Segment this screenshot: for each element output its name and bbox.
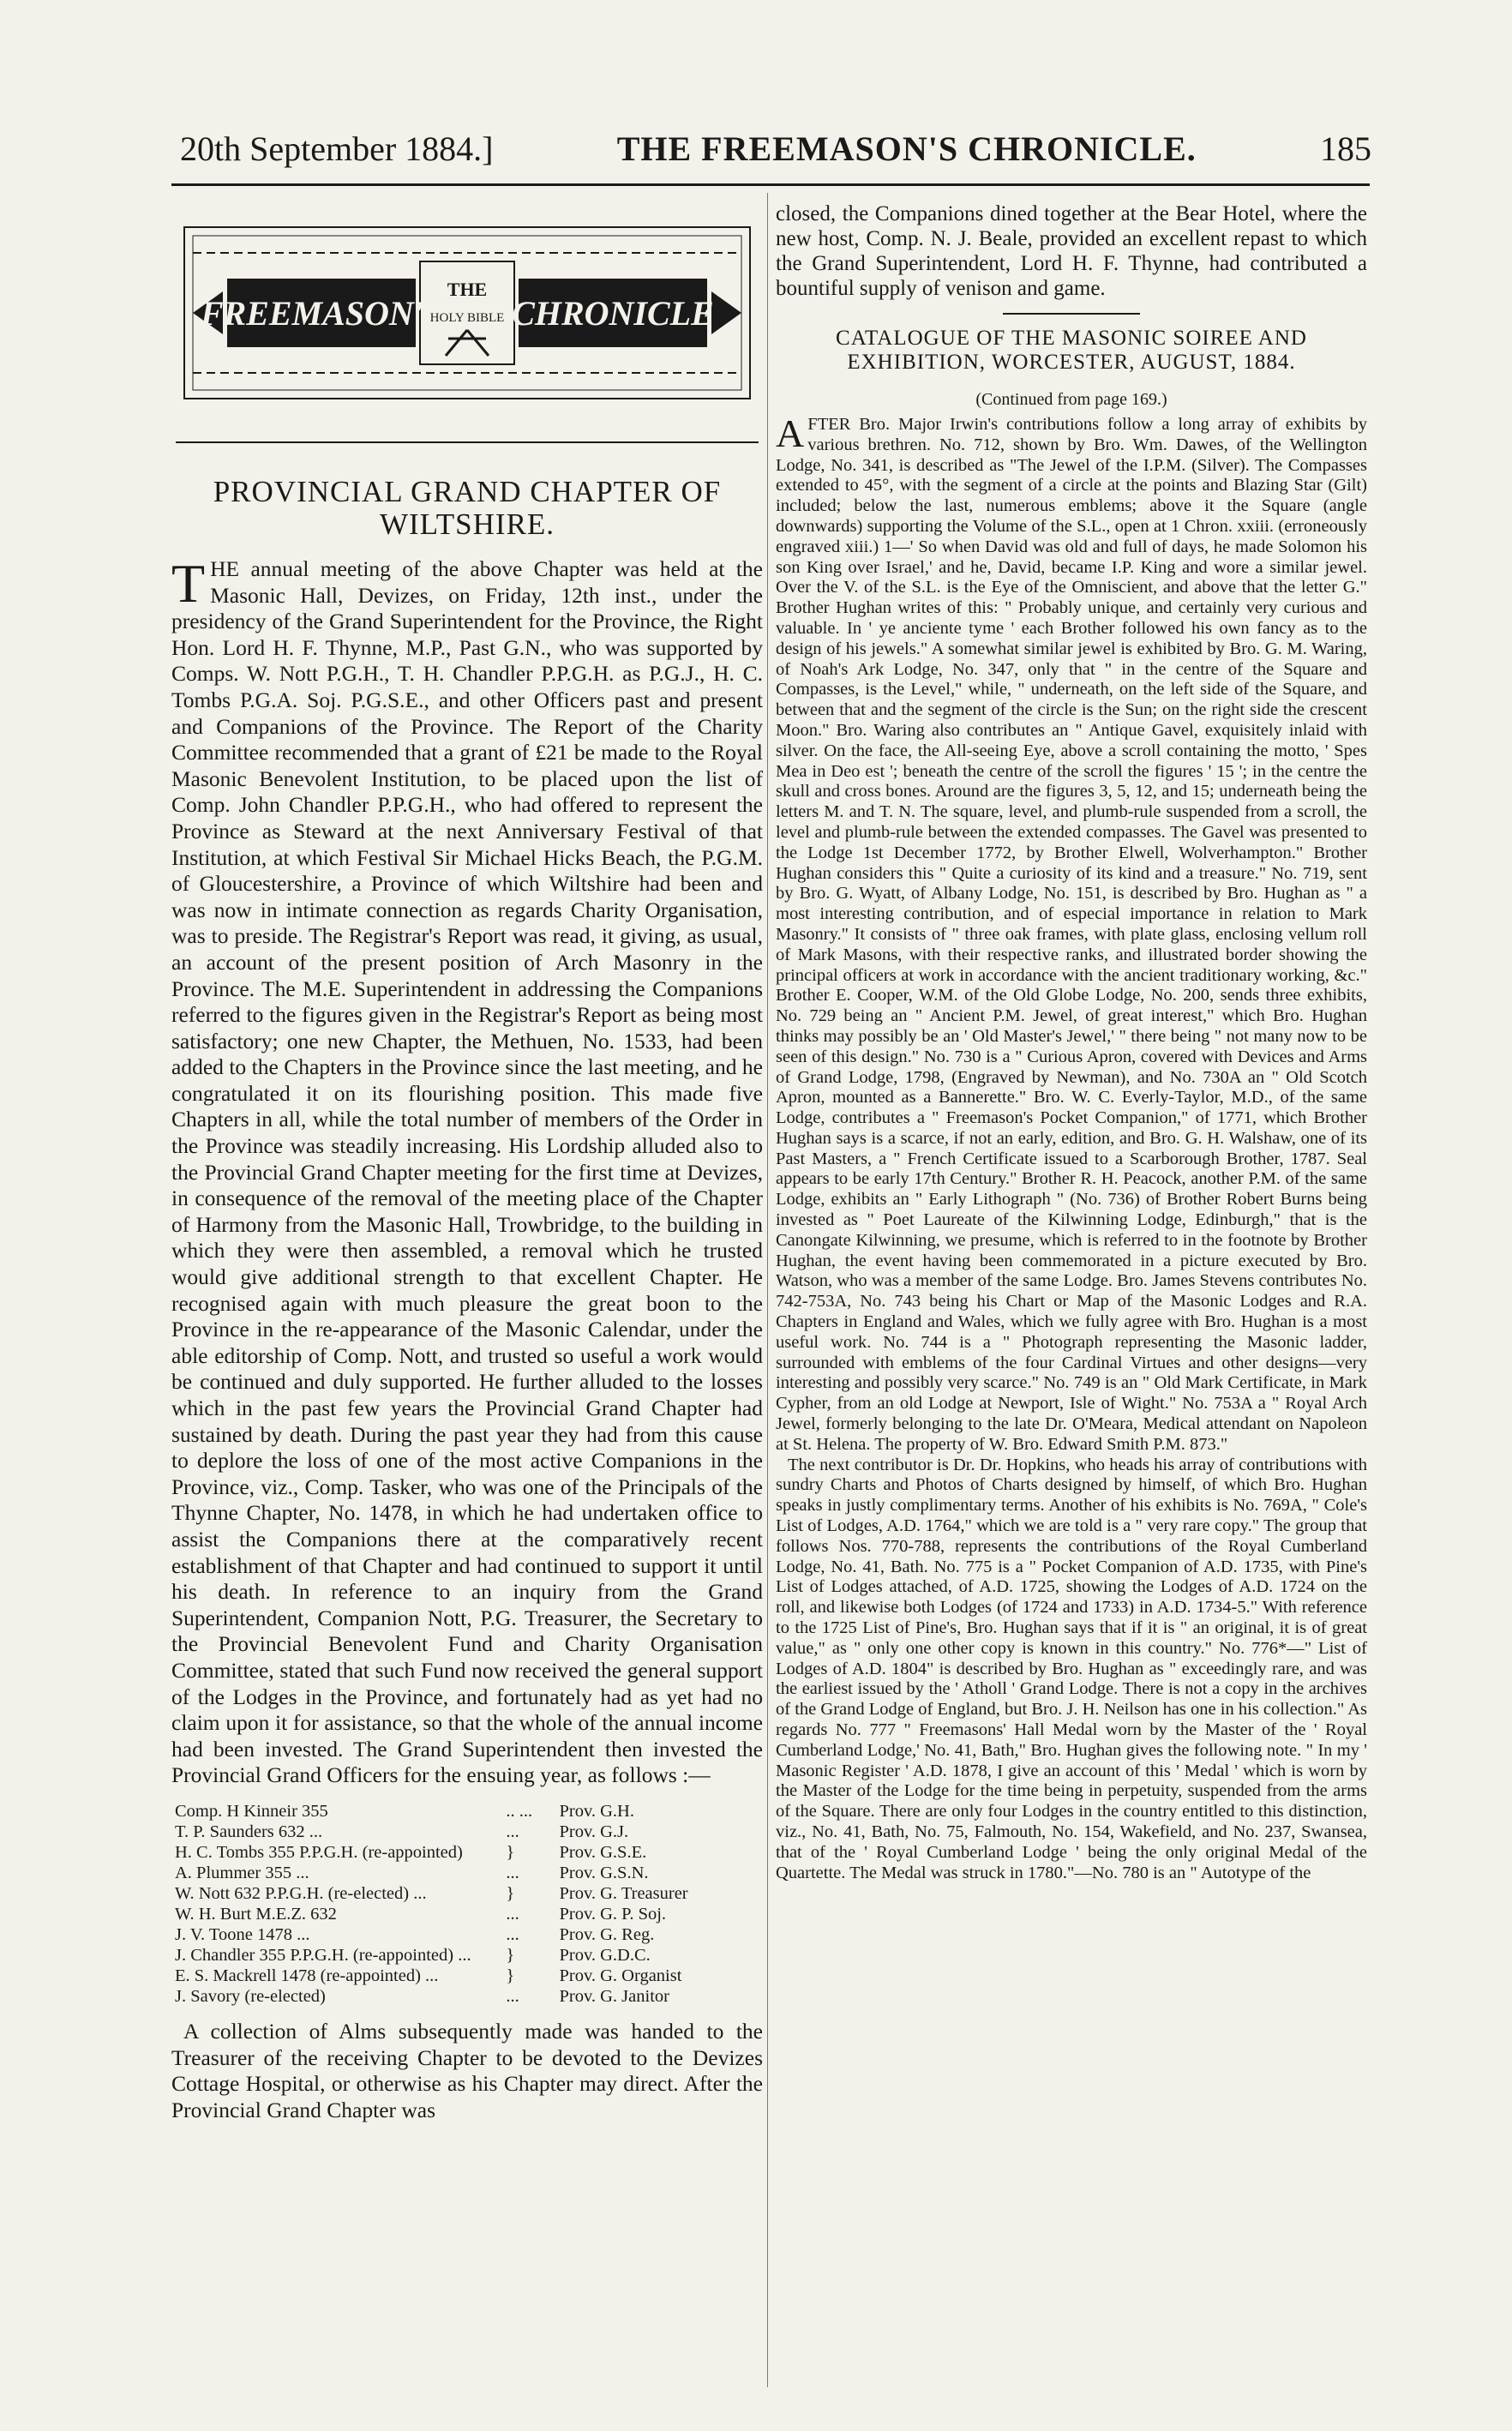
header-page-number: 185 [1319, 129, 1371, 168]
right-paragraph-2: The next contributor is Dr. Dr. Hopkins, who heads his array of contributions with sundry Charts and Photos of Charts designed by himself, of which Bro. Hughan speaks in justly complimentary terms. Another of his exhibits is No. 769A, " Cole's List of Lodges, A.D. 1764," which we are told is a " very rare copy." The group that follows Nos. 770-788, represents the contributions of the Royal Cumberland Lodge, No. 41, Bath. No. 775 is a " Pocket Companion of A.D. 1735, with Pine's List of Lodges attached, of A.D. 1725, showing the Lodges of A.D. 1724 on the roll, and likewise both Lodges (of 1724 and 1733) in A.D. 1734-5." With reference to the 1725 List of Pine's, Bro. Hughan says that if it is " an original, it is of great value," as " only one other copy is known in this country." No. 776*—" List of Lodges of A.D. 1804" is described by Bro. Hughan as " exceedingly rare, and was the earliest issued by the ' Atholl ' Grand Lodge. There is not a copy in the archives of the Grand Lodge of England, but Bro. J. H. Neilson has one in his collection." As regards No. 777 " Freemasons' Hall Medal worn by the Master of the ' Royal Cumberland Lodge,' No. 41, Bath," Bro. Hughan gives the following note. " In my ' Masonic Register ' A.D. 1878, I give an account of this ' Medal ' which is worn by the Master of the Lodge for the time being in perpetuity, suspended from the arms of the Square. There are only four Lodges in the country entitled to this distinction, viz., No. 41, Bath, No. 75, Falmouth, No. 154, Wakefield, and No. 237, Swansea, that of the ' Royal Cumberland Lodge ' being the only original Medal of the Quartette. The Medal was struck in 1780."—No. 780 is an " Autotype of the [776, 1455, 1367, 1882]
officer-leader: ... [506, 1904, 519, 1924]
officer-name: J. V. Toone 1478 ... [175, 1924, 310, 1944]
right-title-line2: EXHIBITION, WORCESTER, AUGUST, 1884. [847, 351, 1296, 374]
masthead-emblem [176, 210, 759, 433]
left-title-line2: WILTSHIRE. [379, 507, 555, 541]
right-column [776, 201, 1367, 1883]
officer-row [171, 1863, 763, 1883]
officer-leader: } [506, 1945, 515, 1965]
officer-row [171, 1945, 763, 1966]
officer-name: J. Savory (re-elected) [175, 1986, 326, 2006]
left-dropcap: T [171, 553, 206, 614]
officer-row [171, 1883, 763, 1904]
officer-office: Prov. G.D.C. [559, 1945, 651, 1965]
right-para1-text: FTER Bro. Major Irwin's contributions follow a long array of exhibits by various brethren. No. 712, shown by Bro. Wm. Dawes, of the Wellington Lodge, No. 341, is described as "The Jewel of the I.P.M. (Silver). The Compasses extended to 45°, with the segment of a circle at the points and Blazing Star (Gilt) included; below the last, numerous emblems; above it the Square (angle downwards) supporting the Volume of the S.L., open at 1 Chron. xxiii. (erroneously engraved xiii.) 1—' So when David was old and full of days, he made Solomon his son King over Israel,' and he, David, became I.P. King and wore a similar jewel. Over the V. of the S.L. is the Eye of the Omniscient, and above that the letter G." Brother Hughan writes of this: " Probably unique, and certainly very curious and valuable. In ' ye anciente tyme ' each Brother followed his own fancy as to the design of his jewels." A somewhat similar jewel is exhibited by Bro. G. M. Waring, of Noah's Ark Lodge, No. 347, only that " in the centre of the Square and Compasses, is the Level," while, " underneath, on the left side of the Square, and between that and the segment of the circle is the Sun; on the right side the crescent Moon." Bro. Waring also contributes an " Antique Gavel, exquisitely inlaid with silver. On the face, the All-seeing Eye, above a scroll containing the motto, ' Spes Mea in Deo est '; beneath the centre of the scroll the figures ' 15 '; in the centre the skull and cross bones. Around are the figures 3, 5, 12, and 15; underneath being the letters M. and T. N. The square, level, and plumb-rule suspended from a scroll, the level and plumb-rule between the extended compasses. The Gavel was presented to the Lodge 1st December 1772, by Brother Elwell, Wolverhampton." Brother Hughan considers this " Quite a curiosity of its kind and a treasure." No. 719, sent by Bro. G. Wyatt, of Albany Lodge, No. 151, is described by Bro. Hughan as " a most interesting contribution, and of especial importance in relation to Mark Masonry." It consists of " three oak frames, with plate glass, enclosing vellum roll of Mark Masons, with their respective ranks, and illustrated border showing the principal officers at work in accordance with the ancient traditionary working, &c." Brother E. Cooper, W.M. of the Old Globe Lodge, No. 200, sends three exhibits, No. 729 being an " Ancient P.M. Jewel, of great interest," which Bro. Hughan thinks may possibly be an ' Old Master's Jewel,' " there being " not many now to be seen of this design." No. 730 is a " Curious Apron, covered with Devices and Arms of Grand Lodge, 1798, (Engraved by Newman), and No. 730A an " Old Scotch Apron, mounted as a Bannerette." Bro. W. C. Everly-Taylor, M.D., of the same Lodge, contributes a " Freemason's Pocket Companion," of 1771, which Brother Hughan says is a scarce, if not an early, edition, and Bro. G. H. Walshaw, one of its Past Masters, a " French Certificate issued to a Scarborough Brother, 1787. Seal appears to be early 17th Century." Brother R. H. Peacock, another P.M. of the same Lodge, exhibits an " Early Lithograph " (No. 736) of Brother Robert Burns being invested as " Poet Laureate of the Kilwinning Lodge, Edinburgh," that is the Canongate Kilwinning, we presume, which is referred to in the footnote by Brother Hughan, the event having been commemorated in a picture executed by Bro. Watson, who was a member of the same Lodge. Bro. James Stevens contributes No. 742-753A, No. 743 being his Chart or Map of the Masonic Lodges and R.A. Chapters in England and Wales, which we fully agree with Bro. Hughan is a most useful work. No. 744 is a " Photograph representing the Masonic ladder, surrounded with emblems of the four Cardinal Virtues and other designs—very interesting and possibly very scarce." No. 749 is an " Old Mark Certificate, in Mark Cypher, from an old Lodge at Newport, Isle of Wight." No. 753A a " Royal Arch Jewel, formerly belonging to the late Dr. O'Meara, Medical attendant on Napoleon at St. Helena. The property of W. Bro. Edward Smith P.M. 873." [776, 415, 1367, 1454]
officer-row [171, 1801, 763, 1822]
officer-name: T. P. Saunders 632 ... [175, 1822, 323, 1841]
officer-name: W. Nott 632 P.P.G.H. (re-elected) ... [175, 1883, 427, 1903]
officer-row [171, 1966, 763, 1986]
officer-name: Comp. H Kinneir 355 [175, 1801, 328, 1821]
header-date: 20th September 1884.] [180, 129, 494, 168]
officers-table [171, 1801, 763, 2007]
masthead-banner-graphic [176, 210, 759, 433]
right-paragraph-1 [776, 411, 1367, 1456]
officer-leader: } [506, 1966, 515, 1985]
left-column [171, 467, 763, 2123]
right-article-title [776, 327, 1367, 375]
page-header [180, 129, 1371, 180]
masthead-rule [176, 441, 759, 443]
officer-leader: .. ... [506, 1801, 533, 1821]
officer-office: Prov. G.J. [559, 1822, 629, 1841]
masthead-right-text: CHRONICLE [512, 294, 714, 333]
officer-name: W. H. Burt M.E.Z. 632 [175, 1904, 337, 1924]
officer-name: H. C. Tombs 355 P.P.G.H. (re-appointed) [175, 1842, 463, 1862]
header-title: THE FREEMASON'S CHRONICLE. [616, 129, 1197, 168]
left-paragraph-1 [171, 553, 763, 1789]
officer-row [171, 1904, 763, 1924]
officer-office: Prov. G. Reg. [559, 1924, 655, 1944]
officer-name: A. Plummer 355 ... [175, 1863, 309, 1882]
section-divider [1003, 313, 1140, 315]
officer-office: Prov. G.H. [559, 1801, 634, 1821]
officer-office: Prov. G. Janitor [559, 1986, 669, 2006]
officer-leader: } [506, 1883, 515, 1903]
masthead-middle-top: THE [447, 279, 488, 300]
officer-office: Prov. G.S.E. [559, 1842, 647, 1862]
officer-office: Prov. G. Organist [559, 1966, 682, 1985]
officer-leader: } [506, 1842, 515, 1862]
officer-leader: ... [506, 1986, 519, 2006]
masthead-middle-bottom: HOLY BIBLE [429, 311, 505, 325]
right-dropcap: A [776, 411, 805, 455]
officer-leader: ... [506, 1822, 519, 1841]
officer-row [171, 1986, 763, 2007]
officer-leader: ... [506, 1863, 519, 1882]
officer-leader: ... [506, 1924, 519, 1944]
header-rule [171, 183, 1370, 186]
officer-office: Prov. G. Treasurer [559, 1883, 688, 1903]
officer-row [171, 1842, 763, 1863]
masthead-left-text: FREEMASON'S [200, 294, 443, 333]
column-divider [767, 193, 768, 2387]
officer-name: J. Chandler 355 P.P.G.H. (re-appointed) ... [175, 1945, 471, 1965]
officer-name: E. S. Mackrell 1478 (re-appointed) ... [175, 1966, 439, 1985]
officer-row [171, 1924, 763, 1945]
officer-office: Prov. G.S.N. [559, 1863, 649, 1882]
officer-office: Prov. G. P. Soj. [559, 1904, 667, 1924]
left-article-title [171, 476, 763, 541]
left-para1-text: HE annual meeting of the above Chapter was held at the Masonic Hall, Devizes, on Friday, 12th inst., under the presidency of the Grand Superintendent for the Province, the Right Hon. Lord H. F. Thynne, M.P., Past G.N., who was supported by Comps. W. Nott P.G.H., T. H. Chandler P.P.G.H. as P.G.J., H. C. Tombs P.G.A. Soj. P.G.S.E., and other Officers past and present and Companions of the Province. The Report of the Charity Committee recommended that a grant of £21 be made to the Royal Masonic Benevolent Institution, to be placed upon the list of Comp. John Chandler P.P.G.H., who had offered to represent the Province as Steward at the next Anniversary Festival of that Institution, at which Festival Sir Michael Hicks Beach, the P.G.M. of Gloucestershire, a Province of which Wiltshire had been and was now in intimate connection as regards Charity Organisation, was to preside. The Registrar's Report was read, it giving, as usual, an account of the present position of Arch Masonry in the Province. The M.E. Superintendent in addressing the Companions referred to the figures given in the Registrar's Report as being most satisfactory; one new Chapter, the Methuen, No. 1533, had been added to the Chapters in the Province since the last meeting, and he congratulated it on its flourishing position. This made five Chapters in all, while the total number of members of the Order in the Province was steadily increasing. His Lordship alluded also to the Provincial Grand Chapter meeting for the first time at Devizes, in consequence of the removal of the meeting place of the Chapter of Harmony from the Masonic Hall, Trowbridge, to the building in which they were then assembled, a removal which he trusted would give additional strength to that excellent Chapter. He recognised again with much pleasure the great boon to the Province in the re-appearance of the Masonic Calendar, under the able editorship of Comp. Nott, and trusted so useful a work would be continued and duly supported. He further alluded to the losses which in the past few years the Provincial Grand Chapter had sustained by death. During the past year they had from this cause to deplore the loss of one of the most active Companions in the Province, viz., Comp. Tasker, who was one of the Principals of the Thynne Chapter, No. 1478, in which he had undertaken office to assist the Companions there at the comparatively recent establishment of that Chapter and had continued to support it until his death. In reference to an inquiry from the Grand Superintendent, Companion Nott, P.G. Treasurer, the Secretary to the Provincial Benevolent Fund and Charity Organisation Committee, stated that such Fund now received the general support of the Lodges in the Province, and fortunately had as yet had no claim upon it for assistance, so that the whole of the annual income had been invested. The Grand Superintendent then invested the Provincial Grand Officers for the ensuing year, as follows :— [171, 556, 763, 1788]
continued-note: (Continued from page 169.) [975, 390, 1167, 409]
right-arrow-icon [711, 291, 741, 334]
right-title-line1: CATALOGUE OF THE MASONIC SOIREE AND [836, 327, 1307, 350]
officer-row [171, 1822, 763, 1842]
right-continuation: closed, the Companions dined together at the Bear Hotel, where the new host, Comp. N. J. Beale, provided an excellent repast to which the Grand Superintendent, Lord H. F. Thynne, had contributed a bountiful supply of venison and game. [776, 202, 1367, 300]
left-paragraph-2: A collection of Alms subsequently made was handed to the Treasurer of the receiving Chapter to be devoted to the Devizes Cottage Hospital, or otherwise as his Chapter may direct. After the Provincial Grand Chapter was [171, 2018, 763, 2122]
left-title-line1: PROVINCIAL GRAND CHAPTER OF [213, 475, 722, 508]
